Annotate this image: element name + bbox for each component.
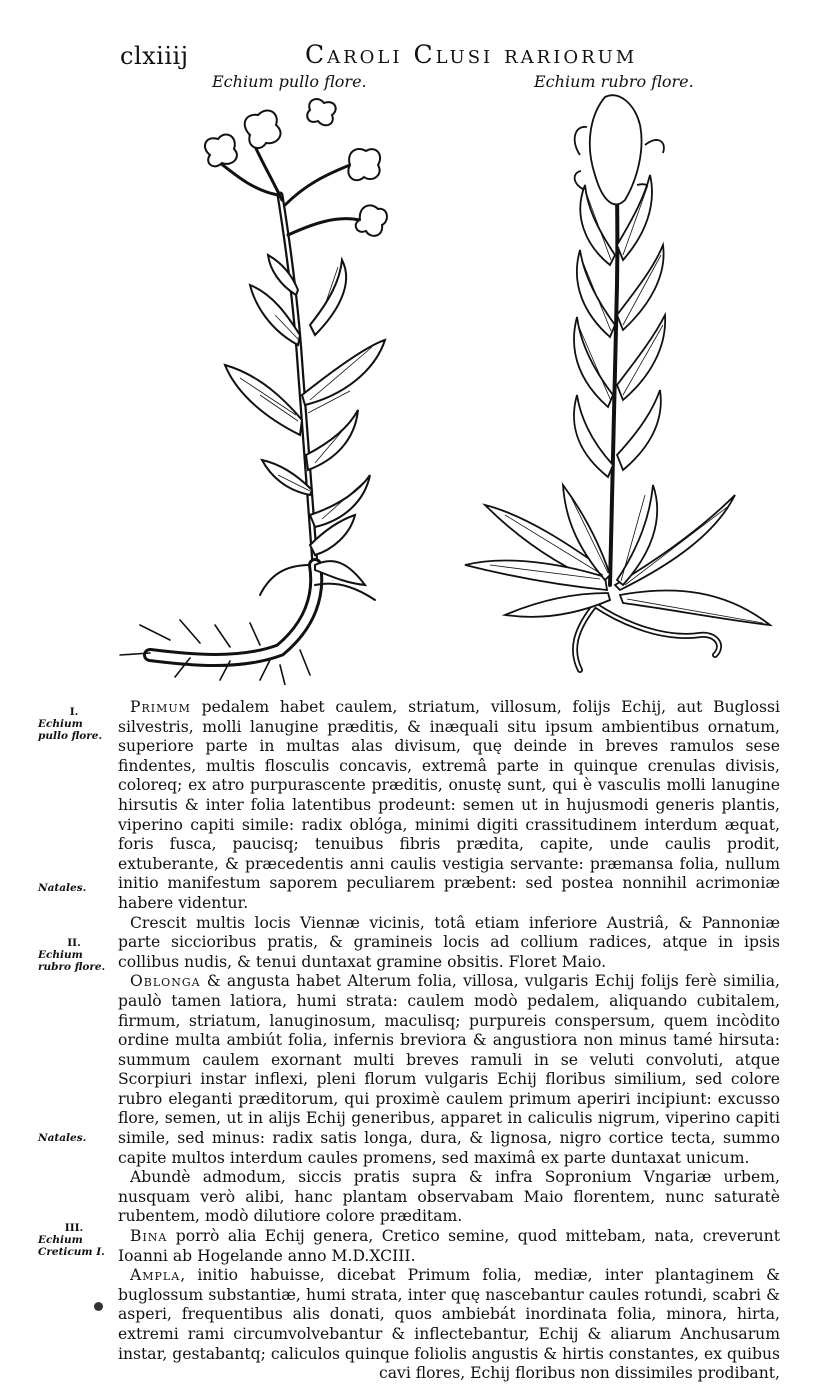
margin-note-3-text: Echium rubro flore. [38, 949, 106, 973]
paragraph-2-text: Crescit multis locis Viennæ vicinis, totâ etiam inferiore Austriâ, & Pannoniæ parte siccioribus pratis, & gramineis locis ad collium radices, atque in ipsis collibus nudis, & tenui duntaxat gramine obsitis. Floret Maio. [118, 913, 780, 971]
margin-note-4 [38, 1132, 110, 1144]
margin-note-1-text: Echium pullo flore. [38, 718, 103, 742]
plant-illustration-dark-flower [110, 95, 390, 685]
paragraph-3 [118, 972, 780, 1168]
paragraph-2 [118, 914, 780, 973]
running-title: Caroli Clusi rariorum [305, 40, 638, 69]
page-number: clxiiij [120, 42, 189, 70]
paragraph-6 [118, 1266, 780, 1384]
paragraph-3-text: & angusta habet Alterum folia, villosa, vulgaris Echij folijs ferè similia, paulò tamen latiora, humi strata: caulem modò pedalem, aliquando cubitalem, firmum, striatum, lanuginosum, maculisq; purpureis conspersum, quem incòdito ordine multa ambiút folia, infernis breviora & angustiora non minus tamé hirsuta: summum caulem exornant multi breves ramuli in se veluti convoluti, atque Scorpiuri instar inflexi, pleni florum vulgaris Echij floribus similium, sed colore rubro eleganti præditorum, qui proximè caulem primum aperiri incipiunt: excusso flore, semen, ut in alijs Echij generibus, apparet in caliculis nigrum, viperino capiti simile, sed minus: radix satis longa, dura, & lignosa, nigro cortice tecta, summo capite multos interdum caules promens, sed maximâ ex parte duntaxat unicum. [118, 972, 780, 1167]
margin-note-1-number: I. [69, 706, 79, 718]
margin-note-1 [38, 706, 110, 742]
paragraph-6-text: , initio habuisse, dicebat Primum folia, mediæ, inter plantaginem & buglossum substantiæ, humi strata, inter quę nascebantur caules rotundi, scabri & asperi, frequentibus alis donati, quos ambiebát inordinata folia, minora, hirta, extremi rami circumvolvebantur & inflectebantur, Echij & aliarum Anchusarum instar, gestabantq; caliculos quinque foliolis angustis & hirtis constantes, ex quibus cavi flores, Echij floribus non dissimiles prodibant, [118, 1266, 780, 1383]
ink-blot [94, 1302, 103, 1311]
paragraph-6-lead: Ampla [130, 1266, 181, 1285]
paragraph-4 [118, 1168, 780, 1227]
paragraph-3-lead: Oblonga [130, 972, 201, 991]
paragraph-5 [118, 1227, 780, 1266]
figure-caption-right: Echium rubro flore. [534, 72, 694, 91]
margin-note-3 [38, 937, 110, 973]
margin-note-3-number: II. [67, 937, 81, 949]
paragraph-5-text: porrò alia Echij genera, Cretico semine, quod mittebam, nata, creverunt Ioanni ab Hogelande anno M.D.XCIII. [118, 1227, 780, 1265]
margin-note-5-text: Echium Creticum I. [38, 1234, 105, 1258]
main-text [118, 698, 780, 1384]
margin-note-5 [38, 1222, 110, 1258]
margin-note-5-number: III. [64, 1222, 84, 1234]
margin-note-2-text: Natales. [38, 882, 87, 894]
margin-note-2 [38, 882, 110, 894]
paragraph-1 [118, 698, 780, 914]
margin-note-4-text: Natales. [38, 1132, 87, 1144]
paragraph-4-text: Abundè admodum, siccis pratis supra & infra Sopronium Vngariæ urbem, nusquam verò alibi, hanc plantam observabam Maio florentem, nunc saturatè rubentem, modò dilutiore colore præditam. [118, 1168, 780, 1226]
paragraph-1-lead: Primum [130, 698, 191, 716]
figure-caption-left: Echium pullo flore. [212, 72, 367, 91]
paragraph-1-text: pedalem habet caulem, striatum, villosum, folijs Echij, aut Buglossi silvestris, molli lanugine præditis, & inæquali situ ipsum ambientibus ornatum, superiore parte in multas alas divisum, quę deinde in breves ramulos sese findentes, multis flosculis concavis, extremâ parte in quinque crenulas divisis, coloreq; ex atro purpurascente præditis, onustę sunt, qui è vasculis molli lanugine hirsutis & inter folia latentibus prodeunt: semen ut in hujusmodi generis plantis, viperino capiti simile: radix oblóga, minimi digiti crassitudinem interdum æquat, foris fusca, paucisq; tenuibus fibris prædita, capite, unde caulis prodit, extuberante, & præcedentis anni caulis vestigia servante: præmansa folia, nullum initio manifestum saporem peculiarem præbent: sed postea nonnihil acrimoniæ habere videntur. [118, 698, 780, 912]
plant-illustration-red-flower [445, 85, 775, 685]
paragraph-5-lead: Bina [130, 1227, 168, 1246]
